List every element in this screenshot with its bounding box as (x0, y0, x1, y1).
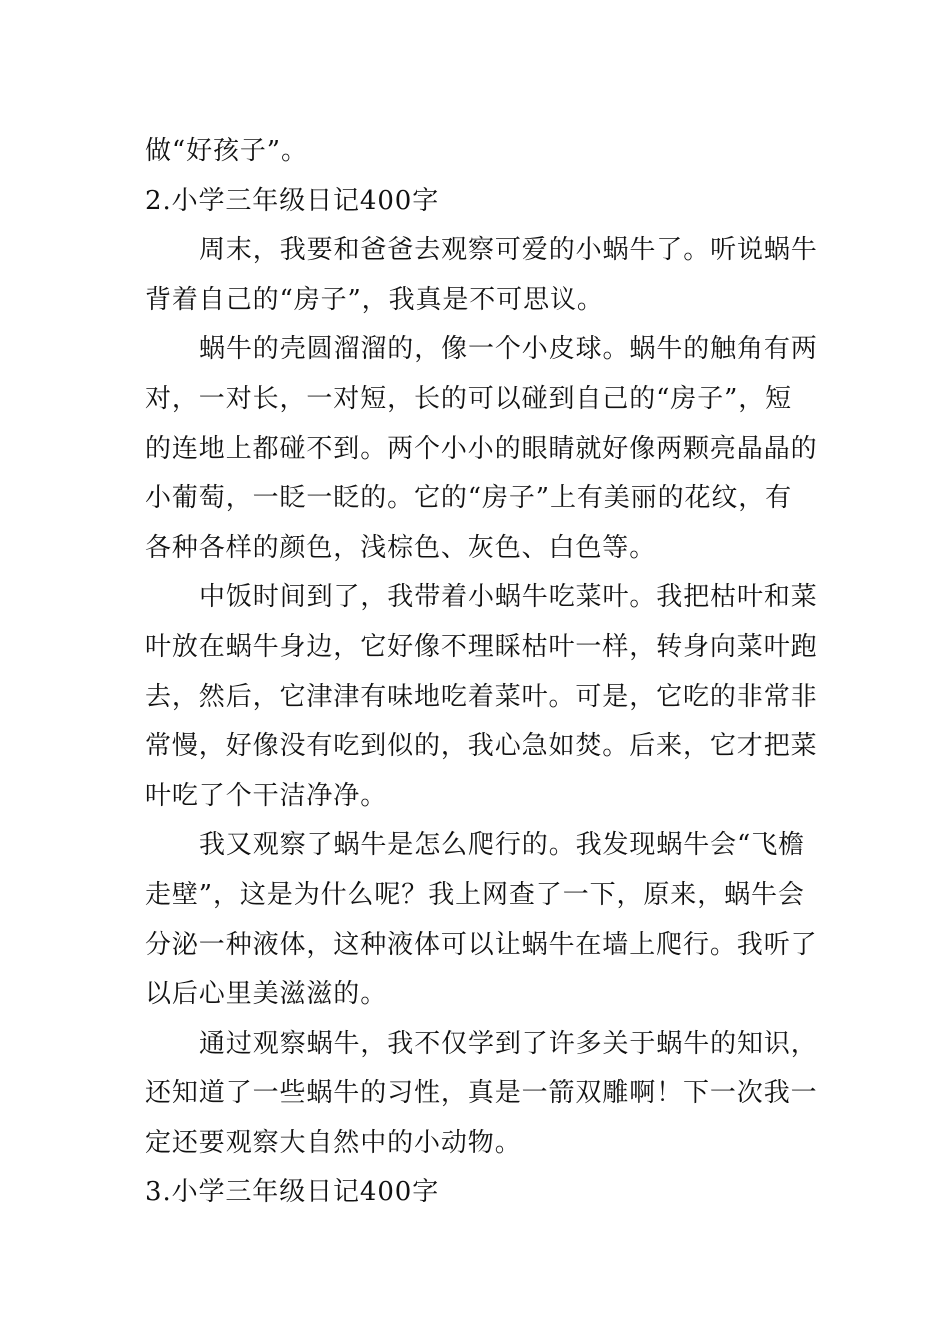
text-line: 叶吃了个干洁净净。 (145, 780, 388, 811)
text-line: 的连地上都碰不到。两个小小的眼睛就好像两颗亮晶晶的 (145, 433, 818, 464)
paragraph-first-line: 蜗牛的壳圆溜溜的，像一个小皮球。蜗牛的触角有两 (199, 334, 818, 365)
text-line: 还知道了一些蜗牛的习性，真是一箭双雕啊！下一次我一 (145, 1078, 818, 1109)
document-body (145, 127, 818, 1218)
text-line: 对，一对长，一对短，长的可以碰到自己的“房子”，短 (145, 383, 793, 414)
paragraph-first-line: 我又观察了蜗牛是怎么爬行的。我发现蜗牛会“飞檐 (199, 830, 805, 861)
section-heading: 2.小学三年级日记400字 (145, 185, 440, 216)
paragraph-first-line: 通过观察蜗牛，我不仅学到了许多关于蜗牛的知识， (199, 1028, 818, 1059)
text-line: 叶放在蜗牛身边，它好像不理睬枯叶一样，转身向菜叶跑 (145, 631, 818, 662)
text-line: 走壁”，这是为什么呢？我上网查了一下，原来，蜗牛会 (145, 879, 805, 910)
text-line: 小葡萄，一眨一眨的。它的“房子”上有美丽的花纹，有 (145, 483, 793, 514)
section-heading: 3.小学三年级日记400字 (145, 1177, 440, 1208)
text-line: 常慢，好像没有吃到似的，我心急如焚。后来，它才把菜 (145, 731, 818, 762)
paragraph-first-line: 中饭时间到了，我带着小蜗牛吃菜叶。我把枯叶和菜 (199, 582, 818, 613)
text-line: 以后心里美滋滋的。 (145, 979, 388, 1010)
text-line: 分泌一种液体，这种液体可以让蜗牛在墙上爬行。我听了 (145, 929, 818, 960)
text-line: 定还要观察大自然中的小动物。 (145, 1127, 522, 1158)
text-line: 背着自己的“房子”，我真是不可思议。 (145, 284, 604, 315)
text-line: 各种各样的颜色，浅棕色、灰色、白色等。 (145, 532, 657, 563)
text-line: 做“好孩子”。 (145, 136, 308, 166)
paragraph-first-line: 周末，我要和爸爸去观察可爱的小蜗牛了。听说蜗牛 (199, 235, 818, 266)
text-line: 去，然后，它津津有味地吃着菜叶。可是，它吃的非常非 (145, 681, 818, 712)
